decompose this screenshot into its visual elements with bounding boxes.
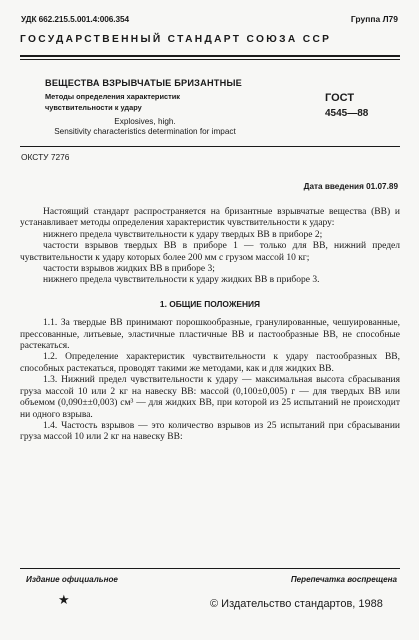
english-title — [45, 117, 245, 137]
clause-1-3: 1.3. Нижний предел чувствительности к удару — максимальная высота сбрасывания груза массой 10 или 2 кг на навеску ВВ: массой (0,100±0,005) г — для твердых ВВ или объемом (0,090±±0,003) см³ — для жидких ВВ, при которой из 25 испытаний не происходит ни одного взрыва. — [20, 375, 400, 420]
intro-item-2: частости взрывов твердых ВВ в приборе 1 — только для ВВ, нижний предел чувствительности к удару которых более 200 мм с грузом массой 10 кг; — [20, 241, 400, 263]
effective-date: Дата введения 01.07.89 — [303, 182, 398, 191]
body-text — [20, 207, 400, 444]
english-title-line-1: Explosives, high. — [114, 117, 176, 126]
document-title-block — [45, 78, 285, 137]
document-title: ВЕЩЕСТВА ВЗРЫВЧАТЫЕ БРИЗАНТНЫЕ — [45, 78, 242, 88]
section-heading: 1. ОБЩИЕ ПОЛОЖЕНИЯ — [159, 298, 261, 309]
gost-designation — [325, 92, 368, 119]
header-rule-thick — [20, 55, 400, 57]
intro-item-1: нижнего предела чувствительности к удару твердых ВВ в приборе 2; — [43, 229, 323, 240]
standard-title-line: ГОСУДАРСТВЕННЫЙ СТАНДАРТ СОЮЗА ССР — [20, 34, 332, 45]
intro-item-4: нижнего предела чувствительности к удару жидких ВВ в приборе 3. — [43, 275, 320, 286]
clause-1-4: 1.4. Частость взрывов — это количество взрывов из 25 испытаний при сбрасывании груза массой 10 или 2 кг на навеску ВВ: — [20, 420, 400, 443]
clause-1-1: 1.1. За твердые ВВ принимают порошкообразные, гранулированные, чешуированные, прессованные, литьевые, эластичные пластичные ВВ и пастообразные ВВ, не способные растекаться. — [20, 318, 400, 352]
english-title-line-2: Sensitivity characteristics determination for impact — [54, 127, 236, 136]
subtitle-line-1: Методы определения характеристик — [45, 92, 180, 101]
official-edition-label: Издание официальное — [26, 575, 118, 584]
gost-label: ГОСТ — [325, 92, 355, 104]
header-rule-thin — [20, 59, 400, 60]
intro-paragraph: Настоящий стандарт распространяется на бризантные взрывчатые вещества (ВВ) и устанавливает методы определения характеристик чувствительности к удару: — [20, 207, 400, 229]
star-icon: ★ — [58, 592, 70, 607]
udk-code: УДК 662.215.5.001.4:006.354 — [21, 14, 130, 24]
document-subtitle — [45, 91, 285, 113]
subtitle-line-2: чувствительности к удару — [45, 103, 142, 112]
reprint-prohibited-label: Перепечатка воспрещена — [290, 575, 397, 584]
title-rule — [20, 146, 400, 147]
group-code: Группа Л79 — [350, 14, 398, 24]
clause-1-2: 1.2. Определение характеристик чувствительности к удару пастообразных ВВ, способных растекаться, проводят такими же методами, как и для жидких ВВ. — [20, 352, 400, 374]
gost-number: 4545—88 — [325, 108, 369, 119]
intro-item-3: частости взрывов жидких ВВ в приборе 3; — [43, 264, 215, 275]
copyright-notice: © Издательство стандартов, 1988 — [210, 598, 383, 610]
okstu-code: ОКСТУ 7276 — [21, 152, 70, 162]
footer-rule — [20, 568, 400, 569]
